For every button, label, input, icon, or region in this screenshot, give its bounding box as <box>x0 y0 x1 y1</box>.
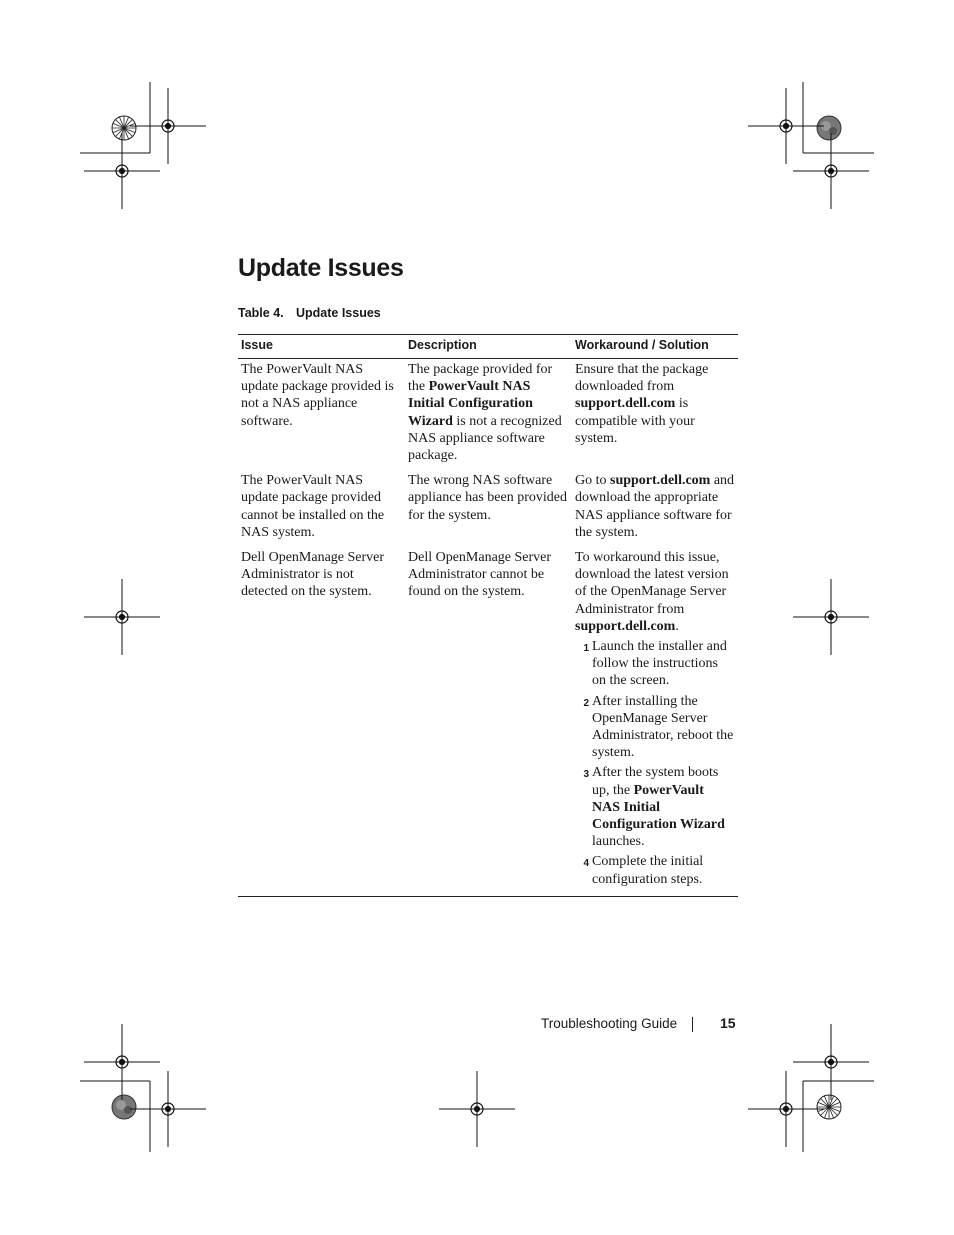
solution-text: is compatible with your system. <box>575 396 695 446</box>
update-issues-table <box>238 334 738 897</box>
step-text <box>592 764 735 850</box>
column-header-description: Description <box>405 335 572 359</box>
step-number: 3 <box>583 769 589 781</box>
solution-text: Go to <box>575 473 610 489</box>
solution-text: . <box>675 618 679 634</box>
solution-text: and download the appropriate NAS appliance software for the system. <box>575 473 735 540</box>
description-text: is not a recognized NAS appliance software package. <box>408 413 562 464</box>
issue-cell: The PowerVault NAS update package provided cannot be installed on the NAS system. <box>241 473 385 540</box>
step-number: 4 <box>583 858 589 870</box>
solution-steps <box>575 638 735 888</box>
wizard-name: PowerVault NAS Initial Configuration Wizard <box>592 782 725 833</box>
step-text-part: After the system boots up, the <box>592 765 719 798</box>
page-number: 15 <box>720 1015 736 1031</box>
table-number: Table 4. <box>238 306 284 320</box>
step-number: 1 <box>583 643 589 655</box>
wizard-name: PowerVault NAS Initial Configuration Wizard <box>408 379 533 429</box>
description-cell <box>405 359 572 473</box>
solution-intro <box>575 549 735 635</box>
table-title: Update Issues <box>296 306 381 320</box>
step-item <box>575 638 735 690</box>
description-cell: The wrong NAS software appliance has been provided for the system. <box>408 473 567 523</box>
page-title: Update Issues <box>238 254 404 282</box>
table-row <box>238 472 738 549</box>
issue-cell: Dell OpenManage Server Administrator is not detected on the system. <box>238 549 405 896</box>
solution-cell <box>572 472 738 549</box>
step-text: Launch the installer and follow the instructions on the screen. <box>592 639 727 689</box>
description-cell: Dell OpenManage Server Administrator cannot be found on the system. <box>405 549 572 896</box>
step-text-part: launches. <box>592 834 645 850</box>
step-item <box>575 853 735 887</box>
solution-cell <box>572 359 738 473</box>
support-site-link: support.dell.com <box>575 618 676 634</box>
table-caption <box>238 306 381 320</box>
table-header-row <box>238 335 738 359</box>
table-row <box>238 359 738 473</box>
description-text: The package provided for the <box>408 362 553 395</box>
column-header-solution: Workaround / Solution <box>572 335 738 359</box>
column-header-issue: Issue <box>238 335 405 359</box>
solution-cell <box>572 549 738 896</box>
step-item <box>575 764 735 850</box>
step-number: 2 <box>583 697 589 709</box>
step-text: After installing the OpenManage Server Administrator, reboot the system. <box>592 693 734 761</box>
footer-divider <box>692 1017 693 1032</box>
step-text: Complete the initial configuration steps. <box>592 854 704 887</box>
issue-cell: The PowerVault NAS update package provided is not a NAS appliance software. <box>241 362 394 429</box>
support-site-link: support.dell.com <box>575 396 676 412</box>
support-site-link: support.dell.com <box>610 473 711 489</box>
table-row <box>238 549 738 896</box>
solution-text: Ensure that the package downloaded from <box>575 362 709 395</box>
solution-text: To workaround this issue, download the latest version of the OpenManage Server Administrator from <box>575 550 729 617</box>
step-item <box>575 693 735 762</box>
footer-guide-title: Troubleshooting Guide <box>541 1016 678 1031</box>
